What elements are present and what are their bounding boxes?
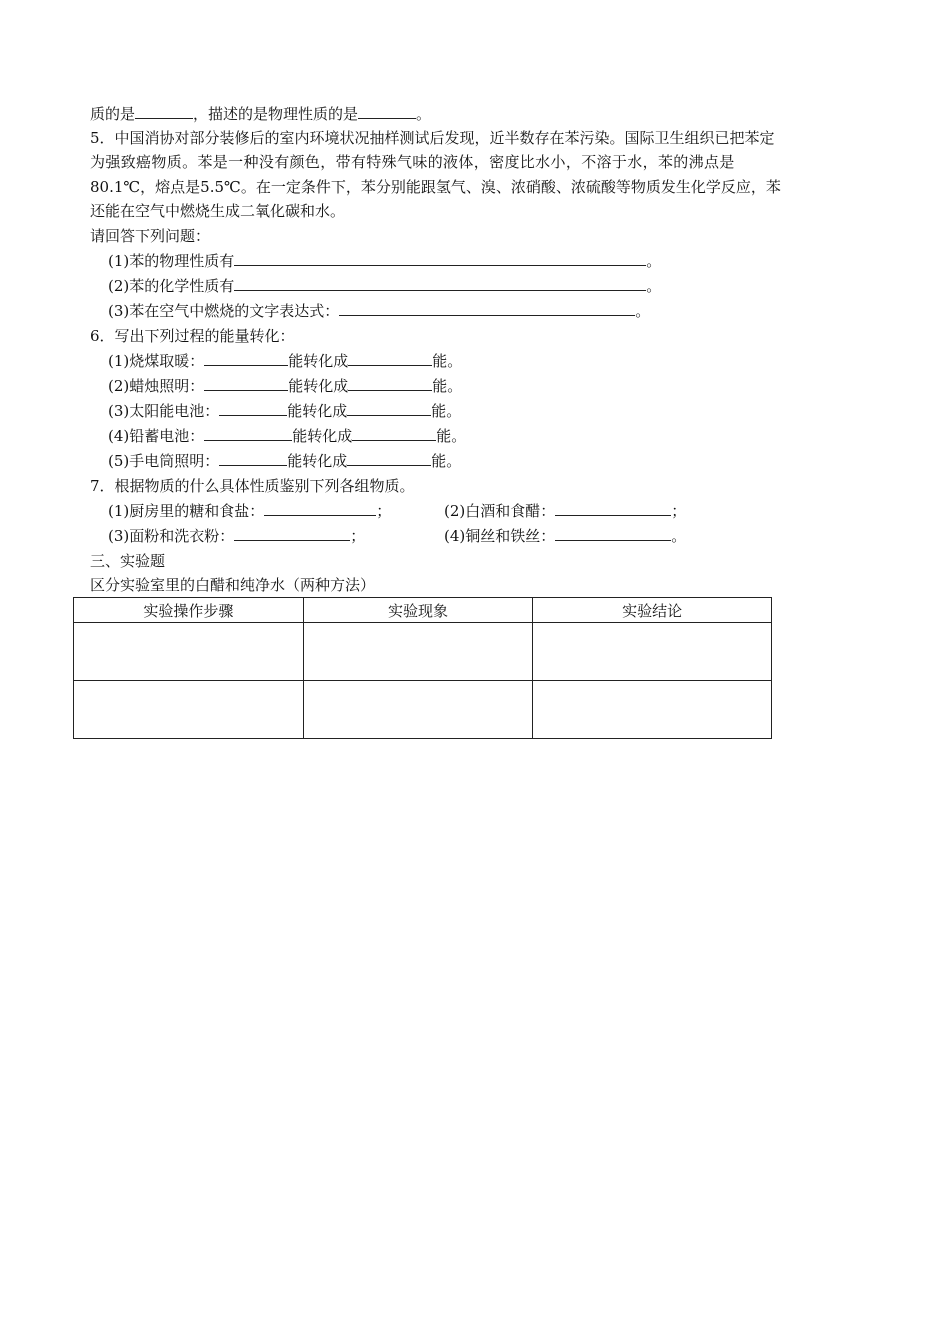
q5-line-2: 为强致癌物质。苯是一种没有颜色，带有特殊气味的液体，密度比水小，不溶于水，苯的沸点是 bbox=[90, 153, 735, 171]
q7-item-2 bbox=[444, 501, 686, 521]
q7-item-2-end: ； bbox=[671, 502, 687, 520]
method2-phenomenon-cell[interactable] bbox=[303, 681, 533, 739]
q6-item-2 bbox=[108, 376, 462, 398]
q6-item-4-end: 能。 bbox=[436, 427, 467, 445]
method1-phenomenon-cell[interactable] bbox=[303, 623, 533, 681]
q7-item-4-blank[interactable] bbox=[555, 526, 671, 541]
q5-item-3 bbox=[108, 301, 650, 323]
header-conclusion: 实验结论 bbox=[533, 598, 772, 623]
method2-steps-cell[interactable] bbox=[74, 681, 304, 739]
table-row bbox=[74, 681, 772, 739]
experiment-table bbox=[73, 597, 772, 739]
q5-item-1-label: (1)苯的物理性质有 bbox=[108, 252, 235, 270]
q4-blank-1[interactable] bbox=[135, 104, 193, 119]
table-row bbox=[74, 623, 772, 681]
q6-item-2-end: 能。 bbox=[432, 377, 463, 395]
q6-item-5-middle: 能转化成 bbox=[287, 452, 348, 470]
q6-item-2-middle: 能转化成 bbox=[288, 377, 349, 395]
method2-conclusion-cell[interactable] bbox=[533, 681, 772, 739]
q5-item-3-label: (3)苯在空气中燃烧的文字表达式： bbox=[108, 302, 340, 320]
q4-text-b: ，描述的是物理性质的是 bbox=[193, 105, 359, 123]
q6-item-1 bbox=[108, 351, 462, 373]
q6-item-4 bbox=[108, 426, 466, 448]
q7-item-4-end: 。 bbox=[671, 527, 687, 545]
q5-item-2 bbox=[108, 276, 661, 298]
q5-line-3: 80.1℃，熔点是5.5℃。在一定条件下，苯分别能跟氢气、溴、浓硝酸、浓硫酸等物质发生化学反应，苯 bbox=[90, 178, 781, 196]
q7-item-3 bbox=[108, 526, 365, 546]
section3-prompt: 区分实验室里的白醋和纯净水（两种方法） bbox=[90, 576, 376, 594]
q6-item-1-label: (1)烧煤取暖： bbox=[108, 352, 205, 370]
q6-item-1-end: 能。 bbox=[432, 352, 463, 370]
q5-item-2-label: (2)苯的化学性质有 bbox=[108, 277, 235, 295]
q5-item-3-blank[interactable] bbox=[339, 301, 635, 316]
method1-steps-cell[interactable] bbox=[74, 623, 304, 681]
q7-item-1-end: ； bbox=[376, 502, 392, 520]
q4-text-c: 。 bbox=[416, 105, 432, 123]
q6-item-1-blank-a[interactable] bbox=[204, 351, 288, 366]
q6-item-5-end: 能。 bbox=[431, 452, 462, 470]
q6-item-3-end: 能。 bbox=[431, 402, 462, 420]
q4-text-a: 质的是 bbox=[90, 105, 136, 123]
q7-item-3-blank[interactable] bbox=[234, 526, 350, 541]
q6-item-2-blank-a[interactable] bbox=[204, 376, 288, 391]
q5-line-4: 还能在空气中燃烧生成二氧化碳和水。 bbox=[90, 202, 346, 220]
q4-blank-2[interactable] bbox=[358, 104, 416, 119]
q6-item-3-middle: 能转化成 bbox=[287, 402, 348, 420]
q7-item-3-end: ； bbox=[350, 527, 366, 545]
q5-line-1: 5．中国消协对部分装修后的室内环境状况抽样测试后发现，近半数存在苯污染。国际卫生组织已把苯定 bbox=[90, 129, 775, 147]
q5-item-1-end: 。 bbox=[646, 252, 662, 270]
section3-title: 三、实验题 bbox=[90, 552, 166, 570]
q7-item-2-blank[interactable] bbox=[555, 501, 671, 516]
q6-item-5-blank-a[interactable] bbox=[219, 451, 287, 466]
q5-prompt: 请回答下列问题： bbox=[90, 227, 211, 245]
q5-item-1-blank[interactable] bbox=[234, 251, 646, 266]
q5-item-2-end: 。 bbox=[646, 277, 662, 295]
header-steps: 实验操作步骤 bbox=[74, 598, 304, 623]
q6-item-1-middle: 能转化成 bbox=[288, 352, 349, 370]
q6-item-1-blank-b[interactable] bbox=[348, 351, 432, 366]
q5-item-2-blank[interactable] bbox=[234, 276, 646, 291]
q6-item-5-blank-b[interactable] bbox=[347, 451, 431, 466]
q6-title: 6．写出下列过程的能量转化： bbox=[90, 327, 295, 345]
q7-item-3-label: (3)面粉和洗衣粉： bbox=[108, 527, 235, 545]
q7-item-1-label: (1)厨房里的糖和食盐： bbox=[108, 502, 265, 520]
q7-item-1-blank[interactable] bbox=[264, 501, 376, 516]
q6-item-3-blank-a[interactable] bbox=[219, 401, 287, 416]
method1-conclusion-cell[interactable] bbox=[533, 623, 772, 681]
q6-item-3 bbox=[108, 401, 461, 423]
q5-item-3-end: 。 bbox=[635, 302, 651, 320]
q5-item-1 bbox=[108, 251, 661, 273]
q7-item-4-label: (4)铜丝和铁丝： bbox=[444, 527, 556, 545]
q6-item-4-label: (4)铅蓄电池： bbox=[108, 427, 205, 445]
q6-item-5-label: (5)手电筒照明： bbox=[108, 452, 220, 470]
header-phenomenon: 实验现象 bbox=[303, 598, 533, 623]
q7-item-4 bbox=[444, 526, 686, 546]
experiment-table-header-row bbox=[74, 598, 772, 623]
q6-item-3-blank-b[interactable] bbox=[347, 401, 431, 416]
q4-tail-line bbox=[90, 104, 431, 126]
q7-item-2-label: (2)白酒和食醋： bbox=[444, 502, 556, 520]
q6-item-3-label: (3)太阳能电池： bbox=[108, 402, 220, 420]
q6-item-2-blank-b[interactable] bbox=[348, 376, 432, 391]
q6-item-4-blank-b[interactable] bbox=[352, 426, 436, 441]
q6-item-4-middle: 能转化成 bbox=[292, 427, 353, 445]
q6-item-4-blank-a[interactable] bbox=[204, 426, 292, 441]
q7-item-1 bbox=[108, 501, 391, 521]
q6-item-5 bbox=[108, 451, 461, 473]
q7-title: 7．根据物质的什么具体性质鉴别下列各组物质。 bbox=[90, 477, 415, 495]
q6-item-2-label: (2)蜡烛照明： bbox=[108, 377, 205, 395]
